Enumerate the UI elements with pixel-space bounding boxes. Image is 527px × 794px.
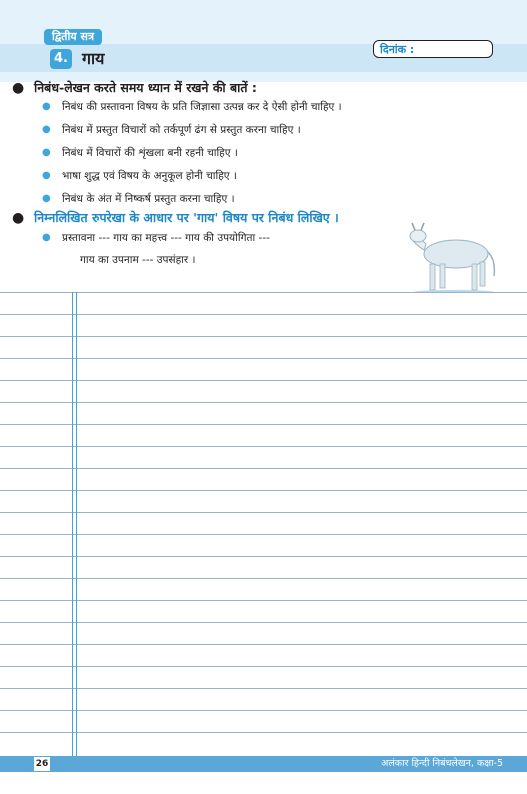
guideline-point: [42, 192, 235, 206]
ruled-line: [0, 358, 527, 359]
margin-line: [76, 292, 77, 762]
outline-line: [42, 231, 270, 245]
bullet-icon: ●: [42, 193, 51, 204]
ruled-line: [0, 622, 527, 623]
chapter-number: 4.: [50, 49, 72, 69]
ruled-line: [0, 314, 527, 315]
outline-text: प्रस्तावना --- गाय का महत्त्व --- गाय की उपयोगिता ---: [62, 232, 270, 244]
ruled-line: [0, 446, 527, 447]
guideline-text: निबंध में विचारों की शृंखला बनी रहनी चाहिए ।: [62, 147, 238, 159]
guidelines-heading-text: निबंध-लेखन करते समय ध्यान में रखने की बातें :: [34, 80, 257, 95]
ruled-line: [0, 380, 527, 381]
bullet-icon: ●: [42, 147, 51, 158]
date-label: दिनांक :: [380, 43, 415, 56]
date-field[interactable]: [373, 40, 493, 58]
ruled-line: [0, 578, 527, 579]
ruled-line: [0, 534, 527, 535]
ruled-line: [0, 292, 527, 293]
ruled-line: [0, 688, 527, 689]
bullet-icon: ●: [42, 170, 51, 181]
bullet-icon: ●: [12, 80, 25, 96]
guideline-text: निबंध में प्रस्तुत विचारों को तर्कपूर्ण ढंग से प्रस्तुत करना चाहिए ।: [62, 124, 301, 136]
guideline-text: निबंध के अंत में निष्कर्ष प्रस्तुत करना चाहिए ।: [62, 193, 235, 205]
bullet-icon: ●: [42, 232, 51, 243]
outline-line: गाय का उपनाम --- उपसंहार ।: [80, 254, 196, 266]
ruled-line: [0, 644, 527, 645]
guideline-text: निबंध की प्रस्तावना विषय के प्रति जिज्ञासा उत्पन्न कर दे ऐसी होनी चाहिए ।: [62, 101, 342, 113]
term-badge: द्वितीय सत्र: [44, 29, 102, 45]
guidelines-heading: [12, 80, 257, 96]
margin-line: [72, 292, 73, 762]
ruled-line: [0, 468, 527, 469]
bullet-icon: ●: [42, 124, 51, 135]
ruled-line: [0, 402, 527, 403]
guideline-point: [42, 169, 237, 183]
cow-illustration: [406, 210, 502, 294]
ruled-line: [0, 600, 527, 601]
task-heading-text: निम्नलिखित रुपरेखा के आधार पर 'गाय' विषय पर निबंध लिखिए ।: [34, 210, 339, 225]
task-heading: [12, 210, 339, 226]
guideline-point: [42, 146, 238, 160]
guideline-text: भाषा शुद्ध एवं विषय के अनुकूल होनी चाहिए ।: [62, 170, 237, 182]
book-title: अलंकार हिन्दी निबंधलेखन, कक्षा-5: [381, 758, 503, 769]
bullet-icon: ●: [12, 210, 25, 226]
writing-area[interactable]: [0, 292, 527, 754]
ruled-line: [0, 336, 527, 337]
ruled-line: [0, 424, 527, 425]
ruled-line: [0, 490, 527, 491]
ruled-line: [0, 512, 527, 513]
ruled-line: [0, 710, 527, 711]
ruled-line: [0, 666, 527, 667]
ruled-line: [0, 732, 527, 733]
chapter-title: गाय: [82, 49, 105, 68]
ruled-line: [0, 556, 527, 557]
guideline-point: [42, 123, 301, 137]
bullet-icon: ●: [42, 101, 51, 112]
page-number: 26: [35, 759, 49, 769]
guideline-point: [42, 100, 342, 114]
